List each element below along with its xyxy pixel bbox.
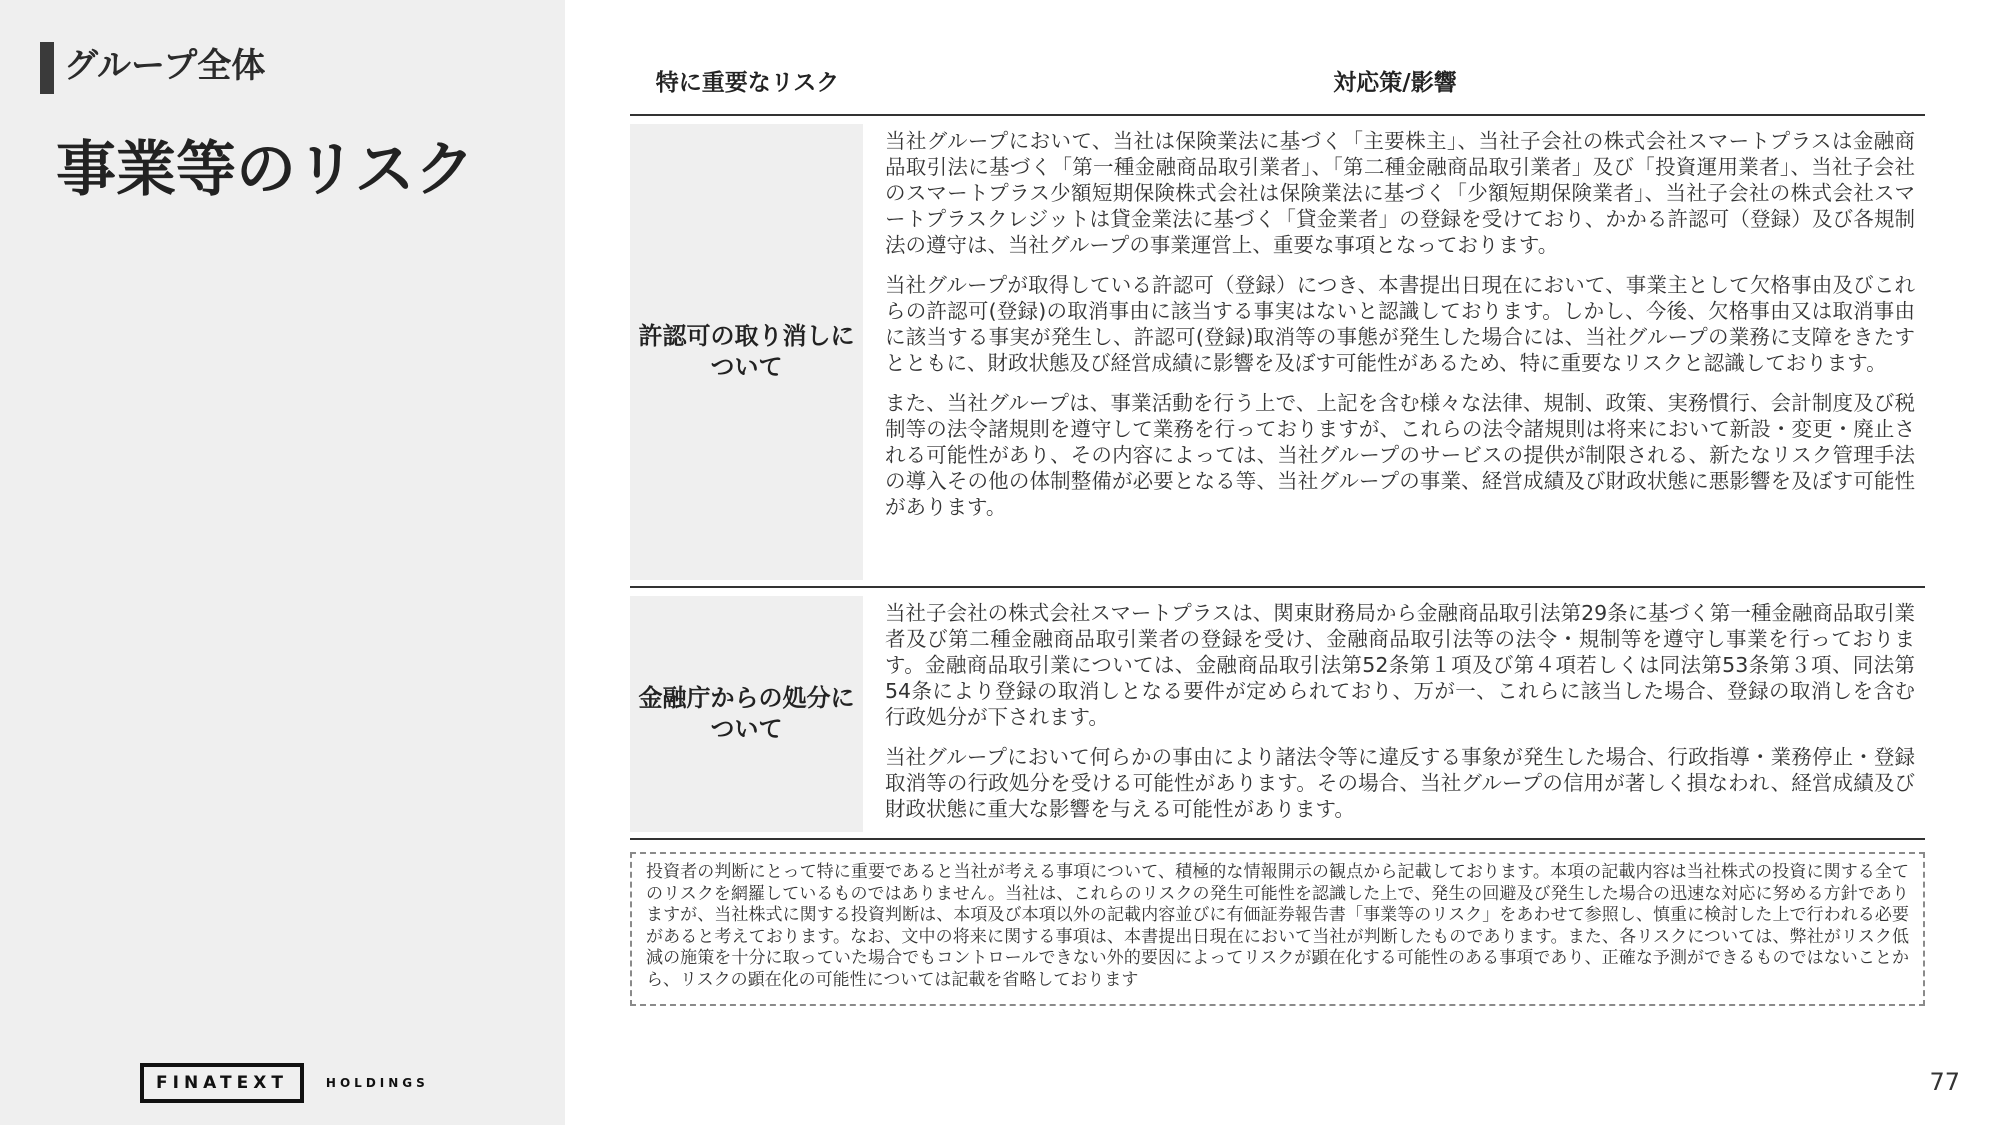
response-paragraph: 当社グループにおいて、当社は保険業法に基づく「主要株主」、当社子会社の株式会社スマートプラスは金融商品取引法に基づく「第一種金融商品取引業者」、「第二種金融商品取引業者」及び「投資運用業者」、当社子会社のスマートプラス少額短期保険株式会社は保険業法に基づく「少額短期保険業者」、当社子会社の株式会社スマートプラスクレジットは貸金業法に基づく「貸金業者」の登録を受けており、かかる許認可（登録）及び各規制法の遵守は、当社グループの事業運営上、重要な事項となっております。 — [885, 129, 1915, 257]
logo-wordmark: FINATEXT — [140, 1063, 304, 1103]
response-cell — [885, 128, 1915, 520]
section-label: グループ全体 — [64, 46, 266, 86]
response-paragraph: また、当社グループは、事業活動を行う上で、上記を含む様々な法律、規制、政策、実務慣行、会計制度及び税制等の法令諸規則を遵守して業務を行っておりますが、これらの法令諸規則は将来において新設・変更・廃止される可能性があり、その内容によっては、当社グループのサービスの提供が制限される、新たなリスク管理手法の導入その他の体制整備が必要となる等、当社グループの事業、経営成績及び財政状態に悪影響を及ぼす可能性があります。 — [885, 391, 1915, 519]
risk-name: 許認可の取り消しについて — [638, 322, 855, 381]
risk-row-license — [630, 116, 1925, 588]
left-panel — [0, 0, 565, 1125]
response-cell — [885, 600, 1915, 822]
column-header-risk: 特に重要なリスク — [655, 70, 840, 96]
risk-name-cell — [630, 124, 863, 580]
logo-subtitle: HOLDINGS — [325, 1076, 429, 1090]
risk-name-cell — [630, 596, 863, 832]
page-number: 77 — [1929, 1068, 1960, 1096]
section-marker-bar — [40, 42, 54, 94]
column-header-response: 対応策/影響 — [1333, 70, 1457, 96]
response-paragraph: 当社グループにおいて何らかの事由により諸法令等に違反する事象が発生した場合、行政指導・業務停止・登録取消等の行政処分を受ける可能性があります。その場合、当社グループの信用が著しく損なわれ、経営成績及び財政状態に重大な影響を与える可能性があります。 — [885, 745, 1915, 821]
risk-name: 金融庁からの処分について — [638, 684, 855, 743]
disclaimer-box: 投資者の判断にとって特に重要であると当社が考える事項について、積極的な情報開示の観点から記載しております。本項の記載内容は当社株式の投資に関する全てのリスクを網羅しているものではありません。当社は、これらのリスクの発生可能性を認識した上で、発生の回避及び発生した場合の迅速な対応に努める方針でありますが、当社株式に関する投資判断は、本項及び本項以外の記載内容並びに有価証券報告書「事業等のリスク」をあわせて参照し、慎重に検討した上で行われる必要があると考えております。なお、文中の将来に関する事項は、本書提出日現在において当社が判断したものであります。また、各リスクについては、弊社がリスク低減の施策を十分に取っていた場合でもコントロールできない外的要因によってリスクが顕在化する可能性のある事項であり、正確な予測ができるものではないことから、リスクの顕在化の可能性については記載を省略しております — [630, 852, 1925, 1006]
risk-table-header — [630, 62, 1925, 116]
response-paragraph: 当社グループが取得している許認可（登録）につき、本書提出日現在において、事業主として欠格事由及びこれらの許認可(登録)の取消事由に該当する事実はないと認識しております。しかし、今後、欠格事由又は取消事由に該当する事実が発生し、許認可(登録)取消等の事態が発生した場合には、当社グループの業務に支障をきたすとともに、財政状態及び経営成績に影響を及ぼす可能性があるため、特に重要なリスクと認識しております。 — [885, 273, 1915, 375]
response-paragraph: 当社子会社の株式会社スマートプラスは、関東財務局から金融商品取引法第29条に基づく第一種金融商品取引業者及び第二種金融商品取引業者の登録を受け、金融商品取引法等の法令・規制等を遵守し事業を行っております。金融商品取引業については、金融商品取引法第52条第１項及び第４項若しくは同法第53条第３項、同法第54条により登録の取消しとなる要件が定められており、万が一、これらに該当した場合、登録の取消しを含む行政処分が下されます。 — [885, 601, 1915, 729]
page-title: 事業等のリスク — [56, 135, 475, 205]
company-logo — [140, 1063, 429, 1103]
risk-row-fsa-sanction — [630, 588, 1925, 840]
